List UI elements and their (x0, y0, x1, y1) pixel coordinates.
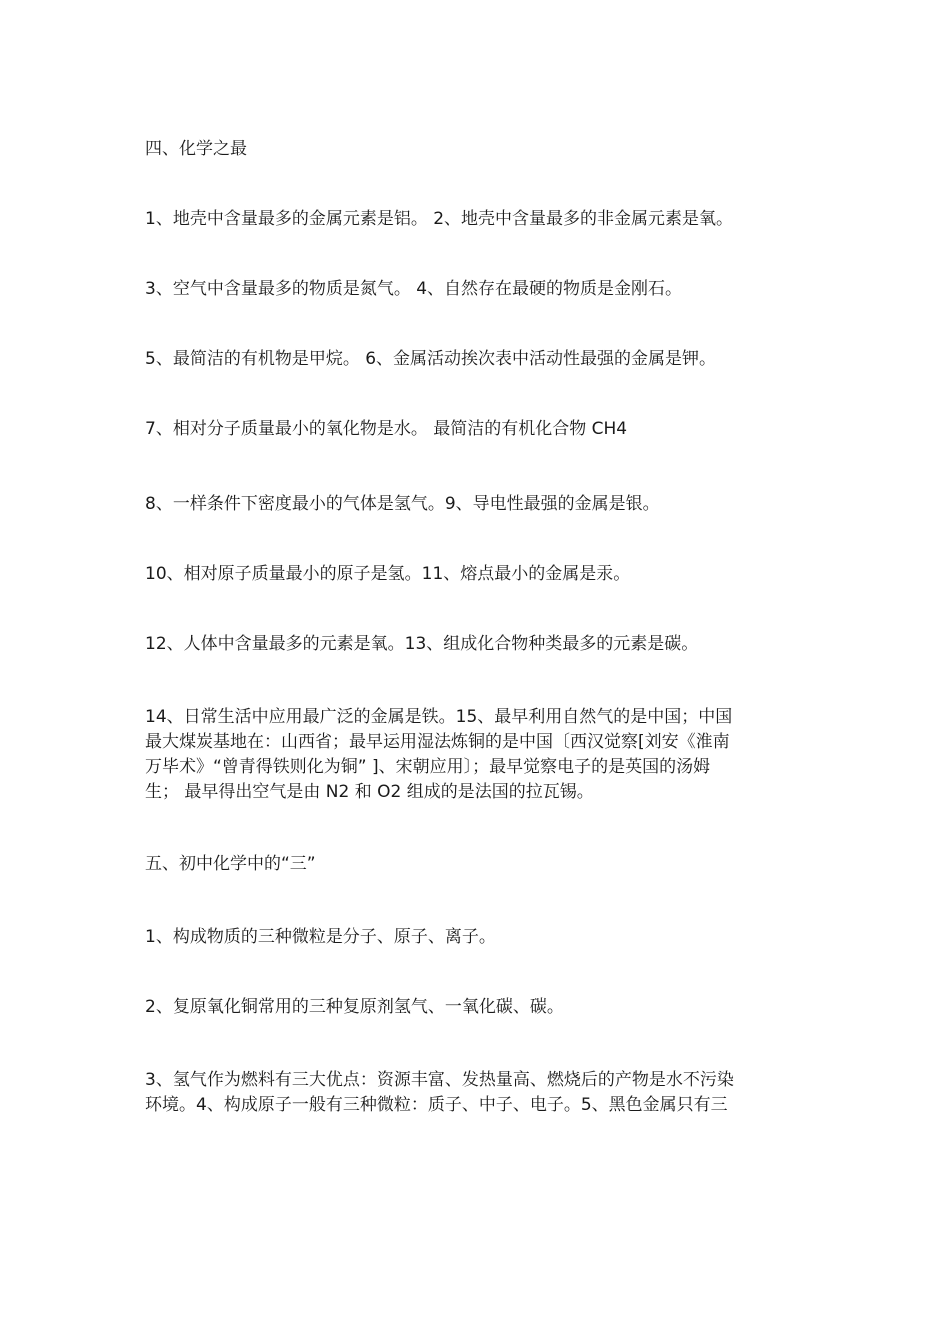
paragraph-line: 14、日常生活中应用最广泛的金属是铁。15、最早利用自然气的是中国；中国 (145, 707, 733, 727)
fact-line-7: 7、相对分子质量最小的氧化物是水。 最简洁的有机化合物 CH4 (145, 419, 628, 439)
fact-line-8-9: 8、一样条件下密度最小的气体是氢气。9、导电性最强的金属是银。 (145, 494, 660, 514)
paragraph-line: 3、氢气作为燃料有三大优点：资源丰富、发热量高、燃烧后的产物是水不污染 (145, 1070, 734, 1090)
fact-line-12-13: 12、人体中含量最多的元素是氧。13、组成化合物种类最多的元素是碳。 (145, 634, 699, 654)
fact-paragraph-14-15 (145, 705, 825, 805)
three-line-1: 1、构成物质的三种微粒是分子、原子、离子。 (145, 927, 496, 947)
three-paragraph-3-5 (145, 1068, 825, 1118)
paragraph-line: 环境。4、构成原子一般有三种微粒：质子、中子、电子。5、黑色金属只有三 (145, 1095, 728, 1115)
fact-line-5-6: 5、最简洁的有机物是甲烷。 6、金属活动挨次表中活动性最强的金属是钾。 (145, 349, 717, 369)
paragraph-line: 最大煤炭基地在：山西省；最早运用湿法炼铜的是中国〔西汉觉察[刘安《淮南 (145, 732, 730, 752)
three-line-2: 2、复原氧化铜常用的三种复原剂氢气、一氧化碳、碳。 (145, 997, 564, 1017)
fact-line-1-2: 1、地壳中含量最多的金属元素是铝。 2、地壳中含量最多的非金属元素是氧。 (145, 209, 734, 229)
paragraph-line: 万毕术》“曾青得铁则化为铜” ]、宋朝应用〕；最早觉察电子的是英国的汤姆 (145, 757, 711, 777)
fact-line-10-11: 10、相对原子质量最小的原子是氢。11、熔点最小的金属是汞。 (145, 564, 631, 584)
section-heading-4: 四、化学之最 (145, 139, 247, 159)
section-heading-5: 五、初中化学中的“三” (145, 854, 316, 874)
fact-line-3-4: 3、空气中含量最多的物质是氮气。 4、自然存在最硬的物质是金刚石。 (145, 279, 683, 299)
paragraph-line: 生； 最早得出空气是由 N2 和 O2 组成的是法国的拉瓦锡。 (145, 782, 594, 802)
